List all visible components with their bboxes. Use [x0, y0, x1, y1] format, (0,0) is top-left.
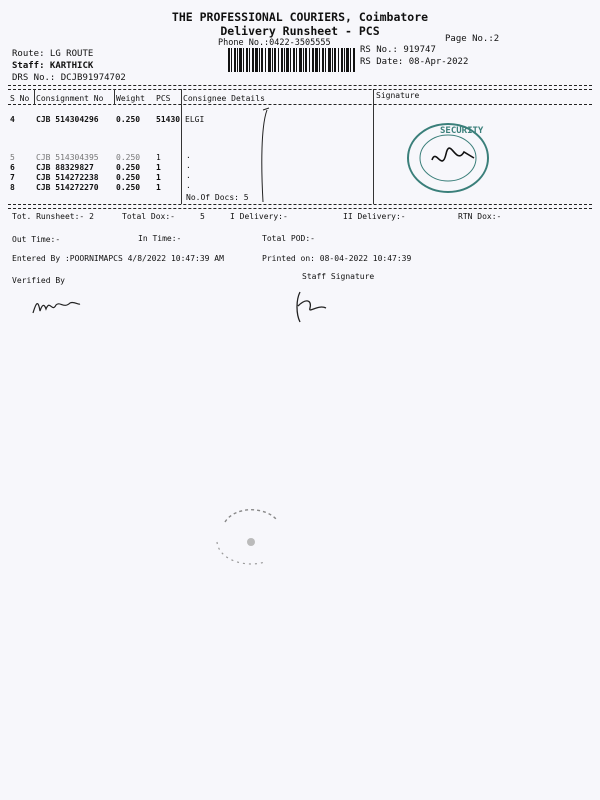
table-row-consignment: CJB 88329827 — [36, 163, 94, 172]
in-time: In Time:- — [138, 234, 182, 243]
barcode — [228, 48, 356, 72]
phone-number: Phone No.:0422-3505555 — [218, 38, 331, 48]
table-row-pcs: 1 — [156, 163, 161, 172]
table-row-sno: 6 — [10, 163, 15, 172]
col-header-sno: S No — [10, 94, 30, 103]
table-row-pcs: 1 — [156, 183, 161, 192]
table-row-details: ELGI — [185, 115, 205, 124]
verifier-signature — [30, 295, 82, 317]
table-bottom-rule-2 — [8, 208, 592, 209]
table-row-consignment: CJB 514304395 — [36, 153, 99, 162]
col-divider — [114, 89, 115, 105]
total-dox-value: 5 — [200, 212, 205, 221]
table-row-sno: 5 — [10, 153, 15, 162]
table-row-sno: 8 — [10, 183, 15, 192]
staff-label: Staff: KARTHICK — [12, 61, 94, 71]
route-label: Route: LG ROUTE — [12, 49, 94, 59]
staff-signature-label: Staff Signature — [302, 272, 375, 281]
table-row-weight: 0.250 — [116, 153, 141, 162]
table-row-pcs: 1 — [156, 153, 161, 162]
handwritten-bracket — [255, 106, 275, 206]
table-row-consignment: CJB 514272270 — [36, 183, 99, 192]
no-of-docs: No.Of Docs: 5 — [186, 193, 249, 202]
page-number: Page No.:2 — [445, 34, 500, 44]
table-row-pcs: 51430 — [156, 115, 181, 124]
rtn-dox: RTN Dox:- — [458, 212, 502, 221]
faint-round-stamp — [205, 502, 295, 572]
document-title: Delivery Runsheet - PCS — [220, 24, 380, 38]
col-header-consignment: Consignment No — [36, 94, 104, 103]
verified-by: Verified By — [12, 276, 65, 285]
col-header-pcs: PCS — [156, 94, 171, 103]
drs-number: DRS No.: DCJB91974702 — [12, 73, 126, 83]
col-header-signature: Signature — [376, 91, 420, 100]
table-bottom-rule — [8, 204, 592, 205]
total-pod: Total POD:- — [262, 234, 315, 243]
col-divider — [34, 89, 35, 105]
col-divider — [181, 89, 182, 204]
col-header-weight: Weight — [116, 94, 145, 103]
printed-on: Printed on: 08-04-2022 10:47:39 — [262, 254, 412, 263]
table-row-details: . — [186, 171, 191, 180]
table-row-weight: 0.250 — [116, 115, 141, 124]
staff-signature — [292, 288, 330, 324]
col-divider — [373, 89, 374, 204]
tot-runsheet: Tot. Runsheet:- 2 — [12, 212, 94, 221]
table-row-weight: 0.250 — [116, 183, 141, 192]
total-dox-label: Total Dox:- — [122, 212, 175, 221]
table-row-consignment: CJB 514272238 — [36, 173, 99, 182]
table-row-sno: 4 — [10, 115, 15, 124]
rs-date: RS Date: 08-Apr-2022 — [360, 57, 469, 67]
table-row-weight: 0.250 — [116, 173, 141, 182]
table-top-rule-2 — [8, 89, 592, 90]
table-top-rule — [8, 85, 592, 86]
i-delivery: I Delivery:- — [230, 212, 288, 221]
col-header-consignee: Consignee Details — [183, 94, 265, 103]
table-row-pcs: 1 — [156, 173, 161, 182]
company-title: THE PROFESSIONAL COURIERS, Coimbatore — [171, 10, 429, 24]
table-row-details: . — [186, 181, 191, 190]
rs-number: RS No.: 919747 — [360, 45, 436, 55]
ii-delivery: II Delivery:- — [343, 212, 406, 221]
out-time: Out Time:- — [12, 235, 61, 244]
table-row-consignment: CJB 514304296 — [36, 115, 99, 124]
entered-by: Entered By :POORNIMAPCS 4/8/2022 10:47:39 AM — [12, 254, 224, 263]
table-row-weight: 0.250 — [116, 163, 141, 172]
table-row-details: . — [186, 161, 191, 170]
stamp-text: SECURITY — [440, 126, 484, 136]
table-header-rule — [8, 104, 592, 105]
table-row-details: . — [186, 151, 191, 160]
table-row-sno: 7 — [10, 173, 15, 182]
